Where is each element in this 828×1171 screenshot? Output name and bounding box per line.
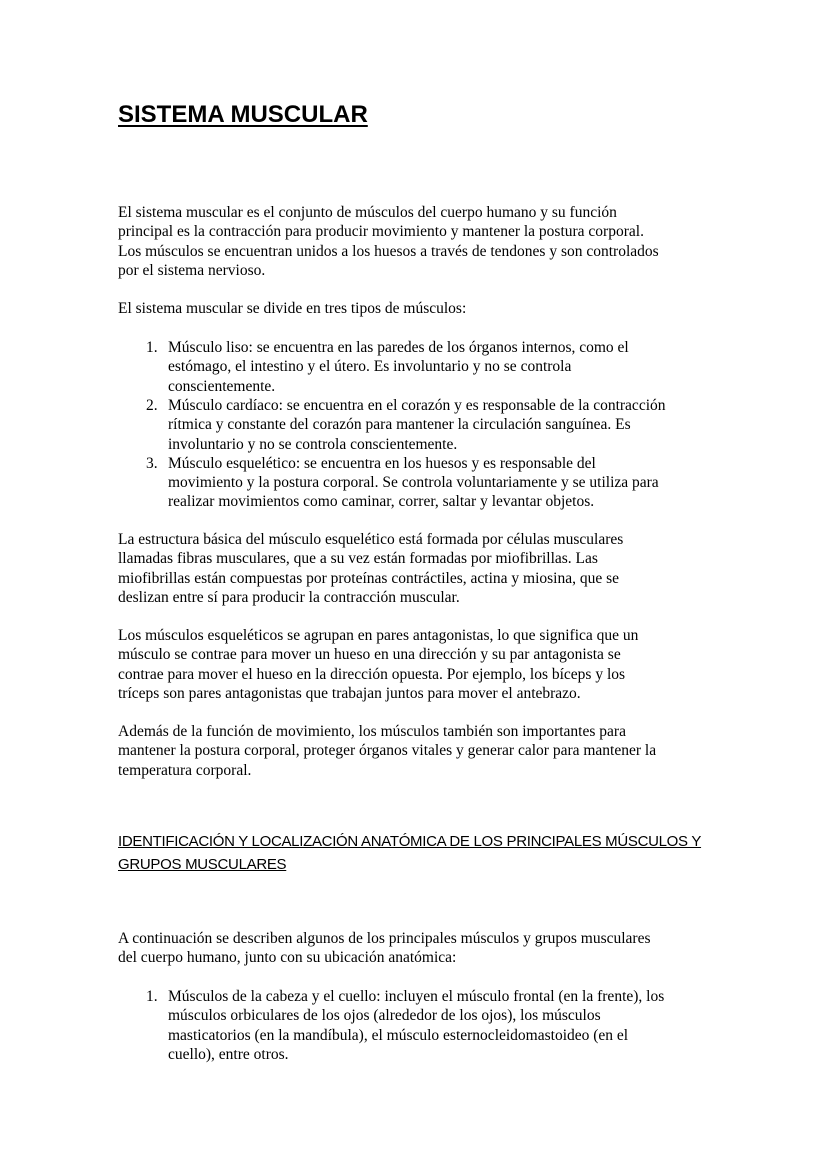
paragraph-line: músculo se contrae para mover un hueso en una dirección y su par antagonista se (118, 646, 621, 664)
list-item-line: Músculo cardíaco: se encuentra en el corazón y es responsable de la contracción (168, 396, 666, 414)
list-item-line: estómago, el intestino y el útero. Es involuntario y no se controla (168, 358, 572, 376)
list-item-line: músculos orbiculares de los ojos (alrededor de los ojos), los músculos (168, 1007, 601, 1025)
paragraph-line: Los músculos esqueléticos se agrupan en pares antagonistas, lo que significa que un (118, 627, 639, 644)
paragraph-line: llamadas fibras musculares, que a su vez están formadas por miofibrillas. Las (118, 550, 598, 568)
section-heading: GRUPOS MUSCULARES (118, 856, 287, 873)
paragraph-line: mantener la postura corporal, proteger órganos vitales y generar calor para mantener la (118, 742, 657, 760)
list-item-line: Músculo esquelético: se encuentra en los huesos y es responsable del (168, 454, 596, 472)
paragraph-line: principal es la contracción para producir movimiento y mantener la postura corporal. (118, 223, 644, 241)
list-number: 2. (146, 396, 158, 414)
paragraph-line: por el sistema nervioso. (118, 261, 266, 279)
list-number: 1. (146, 988, 158, 1005)
paragraph-line: A continuación se describen algunos de los principales músculos y grupos musculares (118, 930, 651, 947)
list-item-line: movimiento y la postura corporal. Se controla voluntariamente y se utiliza para (168, 474, 659, 492)
paragraph-line: temperatura corporal. (118, 761, 252, 779)
list-item-line: conscientemente. (168, 377, 276, 395)
section-heading: IDENTIFICACIÓN Y LOCALIZACIÓN ANATÓMICA DE LOS PRINCIPALES MÚSCULOS Y (118, 833, 702, 850)
paragraph-line: del cuerpo humano, junto con su ubicación anatómica: (118, 949, 457, 967)
list-item-line: cuello), entre otros. (168, 1045, 289, 1063)
page-title: SISTEMA MUSCULAR (118, 101, 368, 128)
paragraph-line: El sistema muscular es el conjunto de músculos del cuerpo humano y su función (118, 204, 617, 221)
list-item-line: Músculo liso: se encuentra en las paredes de los órganos internos, como el (168, 339, 629, 356)
list-item-line: involuntario y no se controla conscientemente. (168, 435, 458, 453)
list-number: 3. (146, 454, 158, 472)
list-item-line: masticatorios (en la mandíbula), el músculo esternocleidomastoideo (en el (168, 1026, 629, 1044)
paragraph-line: tríceps son pares antagonistas que trabajan juntos para mover el antebrazo. (118, 684, 581, 702)
list-item-line: Músculos de la cabeza y el cuello: incluyen el músculo frontal (en la frente), los (168, 988, 665, 1005)
paragraph-line: miofibrillas están compuestas por proteínas contráctiles, actina y miosina, que se (118, 569, 620, 587)
paragraph-line: deslizan entre sí para producir la contracción muscular. (118, 588, 460, 606)
list-item-line: rítmica y constante del corazón para mantener la circulación sanguínea. Es (168, 416, 631, 434)
paragraph-line: La estructura básica del músculo esquelético está formada por células musculares (118, 531, 624, 548)
paragraph-line: Los músculos se encuentran unidos a los huesos a través de tendones y son controlados (118, 242, 659, 260)
list-item-line: realizar movimientos como caminar, correr, saltar y levantar objetos. (168, 493, 595, 511)
paragraph-line: Además de la función de movimiento, los músculos también son importantes para (118, 723, 626, 740)
list-number: 1. (146, 339, 158, 356)
paragraph-line: El sistema muscular se divide en tres tipos de músculos: (118, 300, 467, 317)
paragraph-line: contrae para mover el hueso en la dirección opuesta. Por ejemplo, los bíceps y los (118, 665, 626, 683)
